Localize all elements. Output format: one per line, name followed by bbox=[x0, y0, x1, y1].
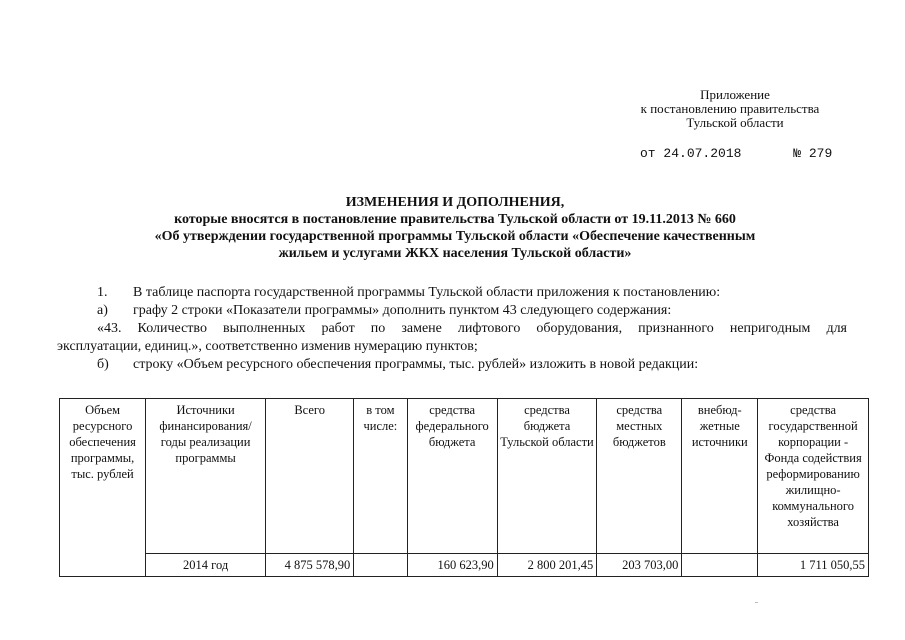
cell-local: 203 703,00 bbox=[597, 554, 682, 577]
cell-total: 4 875 578,90 bbox=[266, 554, 354, 577]
appendix-line-2: к постановлению правительства bbox=[640, 101, 820, 116]
col-header-sources: Источники финансирования/ годы реализации программы bbox=[146, 399, 266, 554]
title-line-1: ИЗМЕНЕНИЯ И ДОПОЛНЕНИЯ, bbox=[345, 195, 565, 210]
col-header-local: средства местных бюджетов bbox=[597, 399, 682, 554]
resolution-number: 279 bbox=[808, 146, 833, 161]
col-header-regional: средства бюджета Тульской области bbox=[497, 399, 596, 554]
cell-federal: 160 623,90 bbox=[407, 554, 497, 577]
item-b-marker: б) bbox=[97, 357, 109, 372]
resource-table bbox=[59, 398, 869, 577]
scan-speck bbox=[755, 602, 758, 603]
item-1-marker: 1. bbox=[97, 285, 108, 300]
col-header-volume: Объем ресурсного обеспечения программы, тыс. рублей bbox=[60, 399, 146, 577]
col-header-fund: средства государственной корпорации - Фонда содействия реформированию жилищно-коммунального хозяйства bbox=[758, 399, 869, 554]
quote-line-2: эксплуатации, единиц.», соответственно изменив нумерацию пунктов; bbox=[57, 339, 478, 354]
cell-including bbox=[354, 554, 407, 577]
cell-year: 2014 год bbox=[146, 554, 266, 577]
appendix-header bbox=[600, 88, 870, 130]
cell-regional: 2 800 201,45 bbox=[497, 554, 596, 577]
number-label: № bbox=[793, 146, 802, 161]
cell-fund: 1 711 050,55 bbox=[758, 554, 869, 577]
appendix-line-1: Приложение bbox=[700, 87, 770, 102]
item-a-text: графу 2 строки «Показатели программы» дополнить пунктом 43 следующего содержания: bbox=[133, 303, 672, 318]
col-header-federal: средства федерального бюджета bbox=[407, 399, 497, 554]
item-a-marker: а) bbox=[97, 303, 108, 318]
table-row bbox=[60, 554, 869, 577]
cell-extrabudget bbox=[682, 554, 758, 577]
col-header-extrabudget: внебюд-жетные источники bbox=[682, 399, 758, 554]
item-b bbox=[57, 356, 847, 374]
col-header-including: в том числе: bbox=[354, 399, 407, 554]
date-label: от bbox=[640, 146, 656, 161]
table-header-row bbox=[60, 399, 869, 554]
document-body bbox=[57, 284, 847, 374]
item-a bbox=[57, 302, 847, 320]
item-b-text: строку «Объем ресурсного обеспечения программы, тыс. рублей» изложить в новой редакции: bbox=[133, 357, 699, 372]
item-1 bbox=[57, 284, 847, 302]
quote-line-1: «43. Количество выполненных работ по замене лифтового оборудования, признанного непригодным для bbox=[97, 321, 847, 336]
appendix-line-3: Тульской области bbox=[686, 115, 784, 130]
col-header-total: Всего bbox=[266, 399, 354, 554]
title-line-3: «Об утверждении государственной программы Тульской области «Обеспечение качественным bbox=[154, 229, 756, 244]
document-title bbox=[90, 194, 820, 262]
item-1-text: В таблице паспорта государственной программы Тульской области приложения к постановлению: bbox=[133, 285, 721, 300]
title-line-2: которые вносятся в постановление правительства Тульской области от 19.11.2013 № 660 bbox=[174, 212, 736, 227]
title-line-4: жильем и услугами ЖКХ населения Тульской области» bbox=[278, 246, 632, 261]
resolution-meta bbox=[640, 146, 832, 161]
resolution-date: 24.07.2018 bbox=[663, 146, 742, 161]
